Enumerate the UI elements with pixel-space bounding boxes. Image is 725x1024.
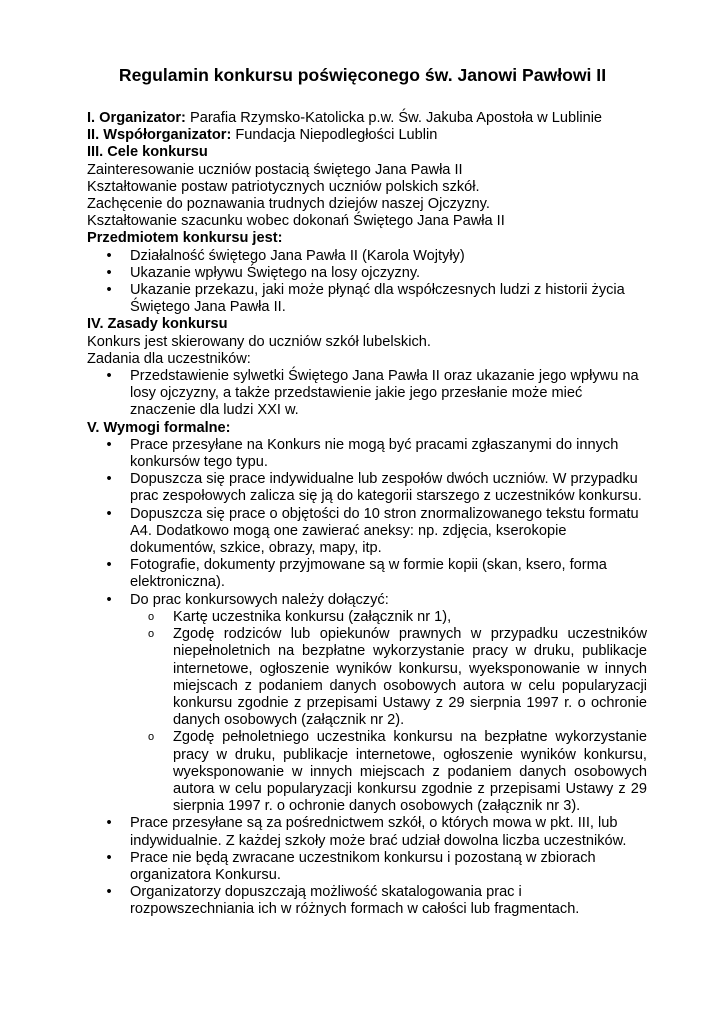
page-title: Regulamin konkursu poświęconego św. Janowi Pawłowi II xyxy=(118,65,607,85)
section-heading-goals: III. Cele konkursu xyxy=(87,144,208,161)
list-item: • Prace nie będą zwracane uczestnikom konkursu i pozostaną w zbiorach organizatora Konkursu. xyxy=(87,850,647,884)
bullet-icon: • xyxy=(106,505,112,522)
bullet-icon: • xyxy=(106,884,112,901)
bullet-icon: • xyxy=(106,471,112,488)
bullet-icon: • xyxy=(106,282,112,299)
rules-line: Zadania dla uczestników: xyxy=(87,350,251,367)
list-item: • Przedstawienie sylwetki Świętego Jana Pawła II oraz ukazanie jego wpływu na losy ojczyzny, a także przedstawienie jakie jego przesłanie może mieć znaczenie dla ludzi XXI w. xyxy=(87,368,647,420)
coorganizer-line xyxy=(87,127,647,144)
tasks-list xyxy=(87,368,647,420)
list-item: • Do prac konkursowych należy dołączyć: o Kartę uczestnika konkursu (załącznik nr 1), o Zgodę rodziców lub opiekunów prawnych w przypadku uczestników niepełnoletnich na bezpłatne wykorzystanie pracy w druku, publikacje internetowe, ogłoszenie wyników konkursu, wyeksponowanie w innych miejscach z podaniem danych osobowych autora w celu popularyzacji konkursu zgodnie z przepisami Ustawy z 29 sierpnia 1997 r. o ochronie danych osobowych (załącznik nr 2). o Zgodę pełnoletniego uczestnika konkursu na bezpłatne wykorzystanie pracy w druku, publikacje internetowe, ogłoszenie wyników konkursu, wyeksponowanie w innych miejscach z podaniem danych osobowych autora w celu popularyzacji konkursu zgodnie z przepisami Ustawy z 29 sierpnia 1997 r. o ochronie danych osobowych (załącznik nr 3). xyxy=(87,592,647,816)
circle-bullet-icon: o xyxy=(148,731,155,744)
sub-list-item: o Zgodę rodziców lub opiekunów prawnych w przypadku uczestników niepełnoletnich na bezpłatne wykorzystanie pracy w druku, publikacje internetowe, ogłoszenie wyników konkursu, wyeksponowanie w innych miejscach z podaniem danych osobowych autora w celu popularyzacji konkursu zgodnie z przepisami Ustawy z 29 sierpnia 1997 r. o ochronie danych osobowych (załącznik nr 2). xyxy=(148,626,647,729)
sub-list-item: o Zgodę pełnoletniego uczestnika konkursu na bezpłatne wykorzystanie pracy w druku, publikacje internetowe, ogłoszenie wyników konkursu, wyeksponowanie w innych miejscach z podaniem danych osobowych autora w celu popularyzacji konkursu zgodnie z przepisami Ustawy z 29 sierpnia 1997 r. o ochronie danych osobowych (załącznik nr 3). xyxy=(148,729,647,815)
list-item: • Dopuszcza się prace o objętości do 10 stron znormalizowanego tekstu formatu A4. Dodatkowo mogą one zawierać aneksy: np. zdjęcia, kserokopie dokumentów, szkice, obrazy, mapy, itp. xyxy=(87,506,647,558)
section-heading-rules: IV. Zasady konkursu xyxy=(87,316,228,333)
bullet-icon: • xyxy=(106,264,112,281)
bullet-icon: • xyxy=(106,436,112,453)
sub-list-item: o Kartę uczestnika konkursu (załącznik nr 1), xyxy=(148,608,452,625)
circle-bullet-icon: o xyxy=(148,610,155,623)
bullet-icon: • xyxy=(106,368,112,385)
attachments-list xyxy=(130,609,647,815)
subject-heading: Przedmiotem konkursu jest: xyxy=(87,230,283,247)
list-item: • Organizatorzy dopuszczają możliwość skatalogowania prac i rozpowszechniania ich w różnych formach w całości lub fragmentach. xyxy=(87,884,647,918)
formal-list xyxy=(87,437,647,919)
list-item: • Fotografie, dokumenty przyjmowane są w formie kopii (skan, ksero, forma elektroniczna). xyxy=(87,557,647,591)
goal-line: Kształtowanie szacunku wobec dokonań Świętego Jana Pawła II xyxy=(87,213,505,230)
bullet-icon: • xyxy=(106,557,112,574)
list-item: • Prace przesyłane na Konkurs nie mogą być pracami zgłaszanymi do innych konkursów tego typu. xyxy=(87,437,647,471)
list-item: • Ukazanie wpływu Świętego na losy ojczyzny. xyxy=(87,265,647,282)
list-item: • Działalność świętego Jana Pawła II (Karola Wojtyły) xyxy=(87,248,647,265)
rules-line: Konkurs jest skierowany do uczniów szkół lubelskich. xyxy=(87,333,431,350)
bullet-icon: • xyxy=(106,247,112,264)
circle-bullet-icon: o xyxy=(148,628,155,641)
bullet-icon: • xyxy=(106,591,112,608)
list-item: • Dopuszcza się prace indywidualne lub zespołów dwóch uczniów. W przypadku prac zespołowych zalicza się ją do kategorii starszego z uczestników konkursu. xyxy=(87,471,647,505)
goal-line: Zainteresowanie uczniów postacią świętego Jana Pawła II xyxy=(87,161,463,178)
section-heading-formal: V. Wymogi formalne: xyxy=(87,419,231,436)
organizer-value: Parafia Rzymsko-Katolicka p.w. Św. Jakuba Apostoła w Lublinie xyxy=(185,110,603,126)
list-item: • Prace przesyłane są za pośrednictwem szkół, o których mowa w pkt. III, lub indywidualnie. Z każdej szkoły może brać udział dowolna liczba uczestników. xyxy=(87,815,647,849)
subject-list xyxy=(87,248,647,317)
bullet-icon: • xyxy=(106,815,112,832)
list-item: • Ukazanie przekazu, jaki może płynąć dla współczesnych ludzi z historii życia Świętego Jana Pawła II. xyxy=(87,282,647,316)
goal-line: Kształtowanie postaw patriotycznych uczniów polskich szkół. xyxy=(87,178,480,195)
document-body xyxy=(87,110,647,919)
coorganizer-label: II. Współorganizator: xyxy=(87,127,232,144)
goal-line: Zachęcenie do poznawania trudnych dziejów naszej Ojczyzny. xyxy=(87,196,490,213)
bullet-icon: • xyxy=(106,849,112,866)
organizer-label: I. Organizator: xyxy=(87,110,186,126)
organizer-line xyxy=(87,110,647,127)
coorganizer-value: Fundacja Niepodległości Lublin xyxy=(231,127,438,144)
